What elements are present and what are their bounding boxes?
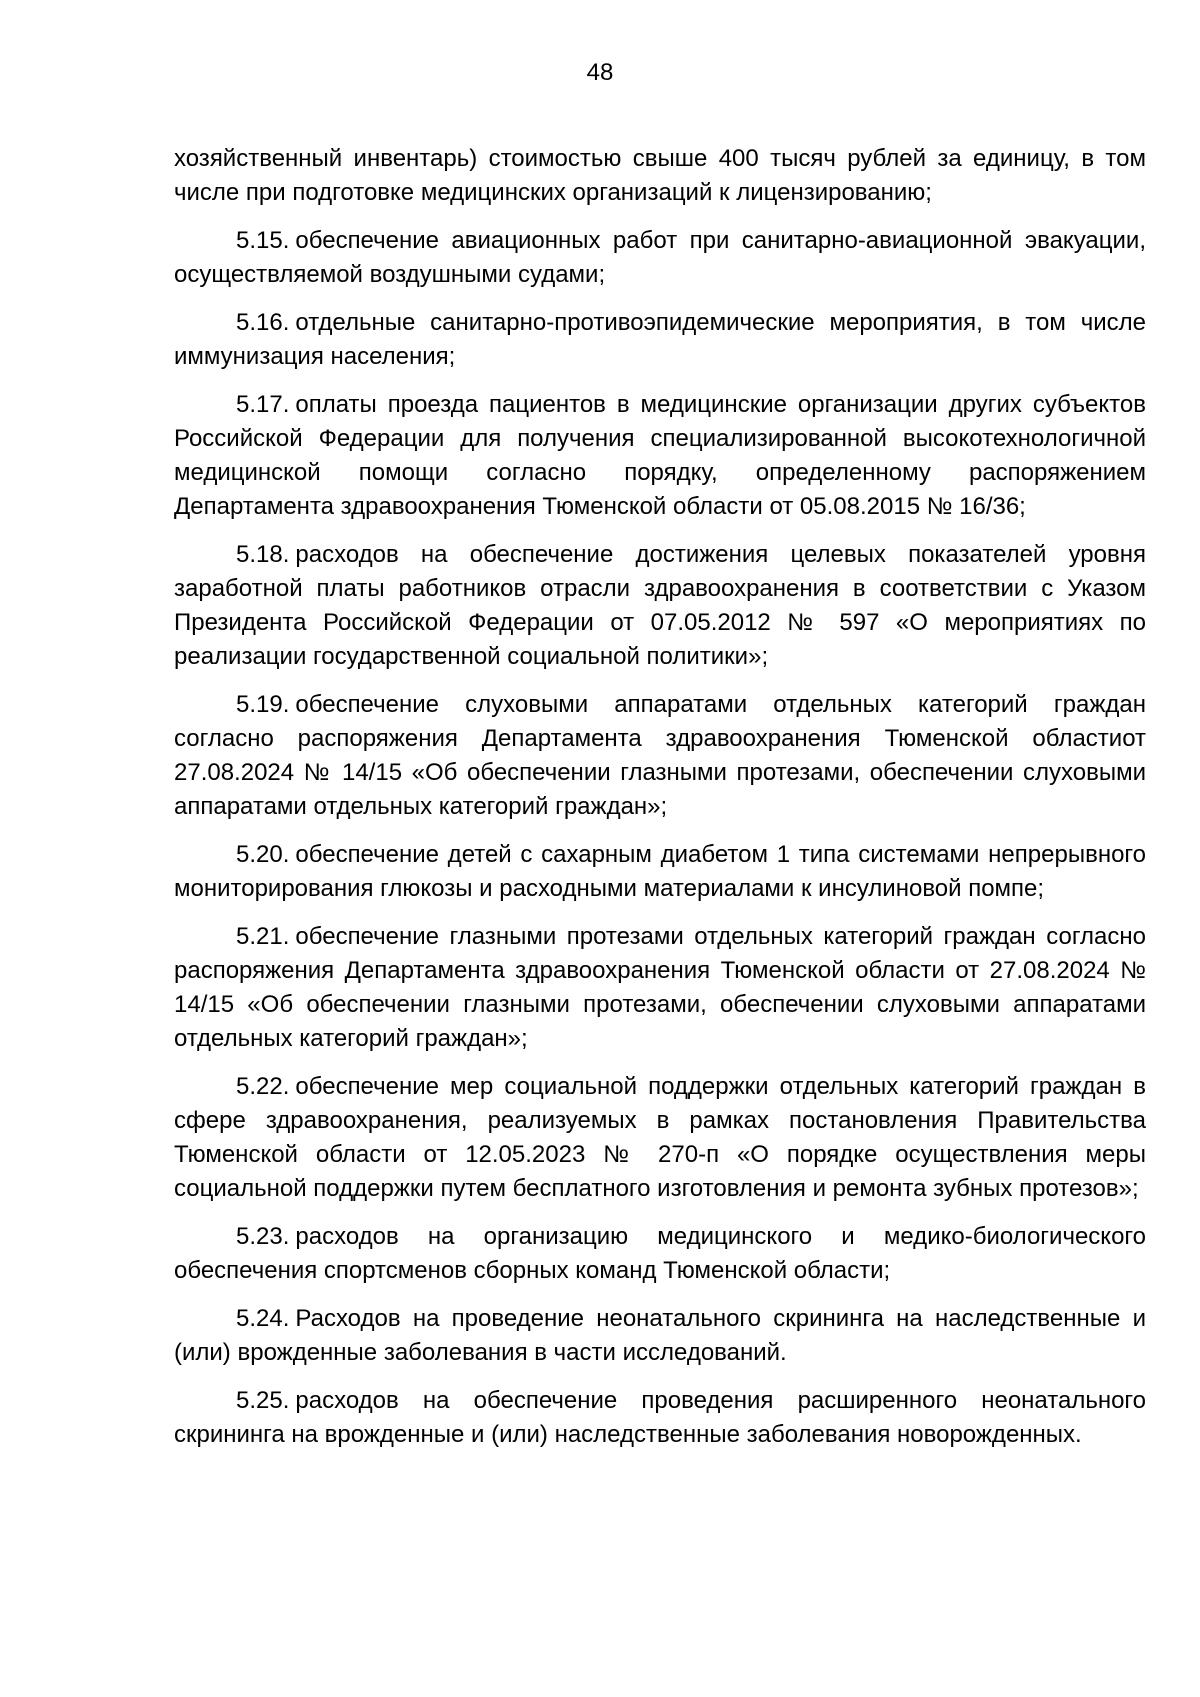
item-number: 5.22. (236, 1073, 290, 1100)
item-number: 5.20. (236, 841, 290, 868)
item-number: 5.21. (236, 923, 290, 950)
item-text: расходов на обеспечение достижения целевых показателей уровня заработной платы работников отрасли здравоохранения в соответствии с Указом Президента Российской Федерации от 07.05.2012 № 597 «О мероприятиях по реализации государственной социальной политики»; (174, 541, 1146, 670)
list-item (174, 1070, 1146, 1206)
item-number: 5.23. (236, 1223, 290, 1250)
item-text: расходов на организацию медицинского и медико-биологического обеспечения спортсменов сборных команд Тюменской области; (174, 1223, 1146, 1284)
list-item (174, 1302, 1146, 1370)
item-number: 5.18. (236, 541, 290, 568)
item-number: 5.24. (236, 1305, 290, 1332)
item-text: обеспечение слуховыми аппаратами отдельных категорий граждан согласно распоряжения Департамента здравоохранения Тюменской областиот 27.08.2024 № 14/15 «Об обеспечении глазными протезами, обеспечении слуховыми аппаратами отдельных категорий граждан»; (174, 691, 1146, 820)
item-number: 5.19. (236, 691, 290, 718)
item-number: 5.16. (236, 309, 290, 336)
document-body (174, 142, 1146, 1466)
item-text: оплаты проезда пациентов в медицинские организации других субъектов Российской Федерации для получения специализированной высокотехнологичной медицинской помощи согласно порядку, определенному распоряжением Департамента здравоохранения Тюменской области от 05.08.2015 № 16/36; (174, 391, 1146, 520)
page-number: 48 (586, 59, 614, 86)
item-text: Расходов на проведение неонатального скрининга на наследственные и (или) врожденные заболевания в части исследований. (174, 1305, 1146, 1366)
list-item (174, 688, 1146, 824)
list-item (174, 1384, 1146, 1452)
item-text: обеспечение авиационных работ при санитарно-авиационной эвакуации, осуществляемой воздушными судами; (174, 227, 1146, 288)
item-number: 5.25. (236, 1387, 290, 1414)
item-text: обеспечение глазными протезами отдельных категорий граждан согласно распоряжения Департамента здравоохранения Тюменской области от 27.08.2024 № 14/15 «Об обеспечении глазными протезами, обеспечении слуховыми аппаратами отдельных категорий граждан»; (174, 923, 1146, 1052)
item-text: расходов на обеспечение проведения расширенного неонатального скрининга на врожденные и (или) наследственные заболевания новорожденных. (174, 1387, 1146, 1448)
intro-paragraph: хозяйственный инвентарь) стоимостью свыше 400 тысяч рублей за единицу, в том числе при подготовке медицинских организаций к лицензированию; (174, 145, 1146, 206)
list-item (174, 224, 1146, 292)
list-item (174, 920, 1146, 1056)
list-item (174, 306, 1146, 374)
list-item (174, 538, 1146, 674)
item-text: отдельные санитарно-противоэпидемические мероприятия, в том числе иммунизация населения; (174, 309, 1146, 370)
item-text: обеспечение детей с сахарным диабетом 1 типа системами непрерывного мониторирования глюкозы и расходными материалами к инсулиновой помпе; (174, 841, 1146, 902)
item-number: 5.15. (236, 227, 290, 254)
list-item (174, 1220, 1146, 1288)
list-item (174, 388, 1146, 524)
item-text: обеспечение мер социальной поддержки отдельных категорий граждан в сфере здравоохранения, реализуемых в рамках постановления Правительства Тюменской области от 12.05.2023 № 270-п «О порядке осуществления меры социальной поддержки путем бесплатного изготовления и ремонта зубных протезов»; (174, 1073, 1146, 1202)
item-number: 5.17. (236, 391, 290, 418)
list-item (174, 838, 1146, 906)
